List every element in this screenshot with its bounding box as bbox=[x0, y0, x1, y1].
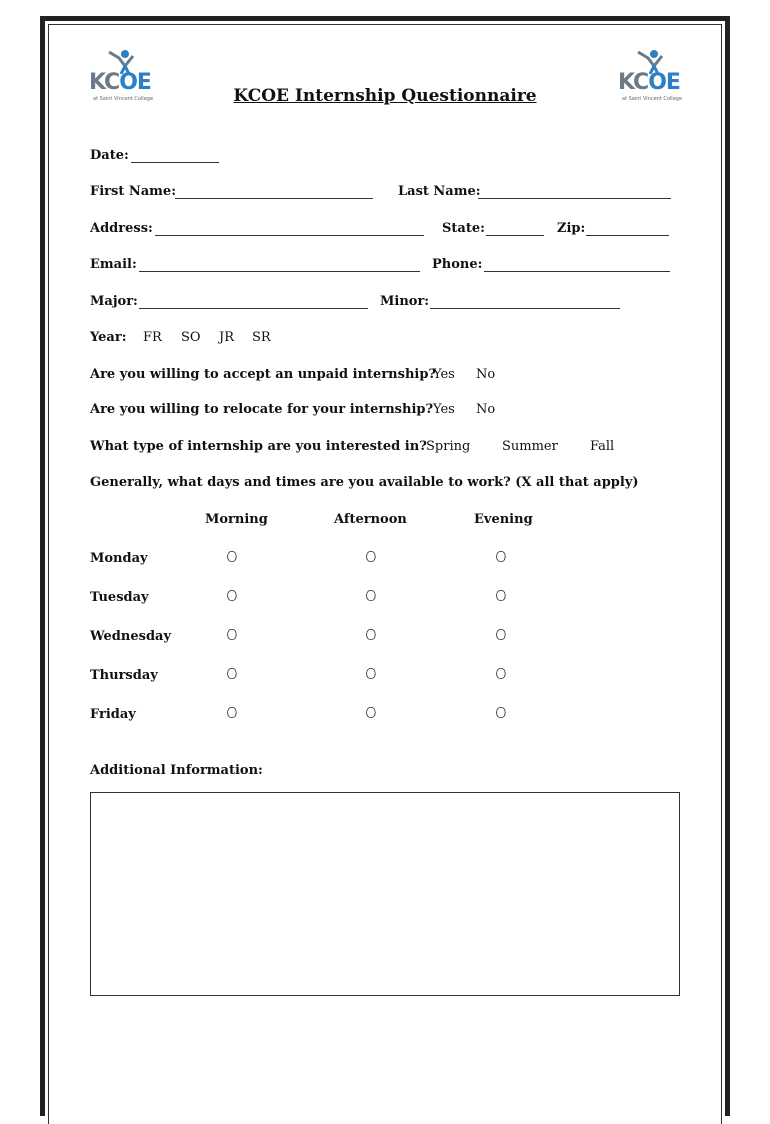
column-evening: Evening bbox=[474, 512, 533, 527]
phone-label: Phone: bbox=[432, 257, 483, 272]
type-option-fall[interactable]: Fall bbox=[590, 439, 615, 454]
address-label: Address: bbox=[90, 221, 153, 236]
unpaid-question: Are you willing to accept an unpaid internship? bbox=[90, 367, 437, 382]
availability-question: Generally, what days and times are you available to work? (X all that apply) bbox=[90, 475, 639, 490]
relocate-yes-option[interactable]: Yes bbox=[433, 402, 455, 417]
internship-type-question: What type of internship are you interested in? bbox=[90, 439, 427, 454]
date-label: Date: bbox=[90, 148, 129, 163]
day-wednesday: Wednesday bbox=[90, 629, 172, 644]
friday-evening-option[interactable]: O bbox=[495, 704, 507, 722]
first-name-label: First Name: bbox=[90, 184, 176, 199]
wednesday-evening-option[interactable]: O bbox=[495, 626, 507, 644]
zip-label: Zip: bbox=[557, 221, 586, 236]
relocate-no-option[interactable]: No bbox=[476, 402, 496, 417]
last-name-label: Last Name: bbox=[398, 184, 481, 199]
logo-subtitle: at Saint Vincent College bbox=[93, 96, 154, 102]
email-field[interactable] bbox=[139, 271, 420, 272]
thursday-afternoon-option[interactable]: O bbox=[365, 665, 377, 683]
friday-morning-option[interactable]: O bbox=[226, 704, 238, 722]
monday-evening-option[interactable]: O bbox=[495, 548, 507, 566]
additional-info-label: Additional Information: bbox=[90, 763, 263, 778]
thursday-evening-option[interactable]: O bbox=[495, 665, 507, 683]
year-option-fr[interactable]: FR bbox=[143, 330, 162, 345]
logo-wordmark: KCOE bbox=[618, 70, 680, 95]
email-label: Email: bbox=[90, 257, 137, 272]
wednesday-morning-option[interactable]: O bbox=[226, 626, 238, 644]
day-friday: Friday bbox=[90, 707, 136, 722]
day-tuesday: Tuesday bbox=[90, 590, 149, 605]
thursday-morning-option[interactable]: O bbox=[226, 665, 238, 683]
zip-field[interactable] bbox=[586, 235, 669, 236]
page-title: KCOE Internship Questionnaire bbox=[233, 86, 537, 106]
relocate-question: Are you willing to relocate for your internship? bbox=[90, 402, 434, 417]
tuesday-afternoon-option[interactable]: O bbox=[365, 587, 377, 605]
monday-morning-option[interactable]: O bbox=[226, 548, 238, 566]
column-afternoon: Afternoon bbox=[334, 512, 407, 527]
wednesday-afternoon-option[interactable]: O bbox=[365, 626, 377, 644]
monday-afternoon-option[interactable]: O bbox=[365, 548, 377, 566]
date-field[interactable] bbox=[131, 162, 219, 163]
type-option-spring[interactable]: Spring bbox=[426, 439, 471, 454]
last-name-field[interactable] bbox=[478, 198, 671, 199]
major-field[interactable] bbox=[139, 308, 368, 309]
friday-afternoon-option[interactable]: O bbox=[365, 704, 377, 722]
tuesday-evening-option[interactable]: O bbox=[495, 587, 507, 605]
logo-subtitle: at Saint Vincent College bbox=[622, 96, 683, 102]
state-field[interactable] bbox=[486, 235, 544, 236]
address-field[interactable] bbox=[155, 235, 424, 236]
day-monday: Monday bbox=[90, 551, 148, 566]
tuesday-morning-option[interactable]: O bbox=[226, 587, 238, 605]
type-option-summer[interactable]: Summer bbox=[502, 439, 558, 454]
year-label: Year: bbox=[90, 330, 127, 345]
year-option-jr[interactable]: JR bbox=[219, 330, 234, 345]
minor-label: Minor: bbox=[380, 294, 430, 309]
logo-wordmark: KCOE bbox=[89, 70, 151, 95]
unpaid-yes-option[interactable]: Yes bbox=[433, 367, 455, 382]
minor-field[interactable] bbox=[430, 308, 620, 309]
year-option-sr[interactable]: SR bbox=[252, 330, 271, 345]
day-thursday: Thursday bbox=[90, 668, 158, 683]
first-name-field[interactable] bbox=[175, 198, 373, 199]
column-morning: Morning bbox=[205, 512, 268, 527]
phone-field[interactable] bbox=[484, 271, 670, 272]
unpaid-no-option[interactable]: No bbox=[476, 367, 496, 382]
year-option-so[interactable]: SO bbox=[181, 330, 201, 345]
major-label: Major: bbox=[90, 294, 138, 309]
state-label: State: bbox=[442, 221, 485, 236]
additional-info-textarea[interactable] bbox=[90, 792, 680, 996]
